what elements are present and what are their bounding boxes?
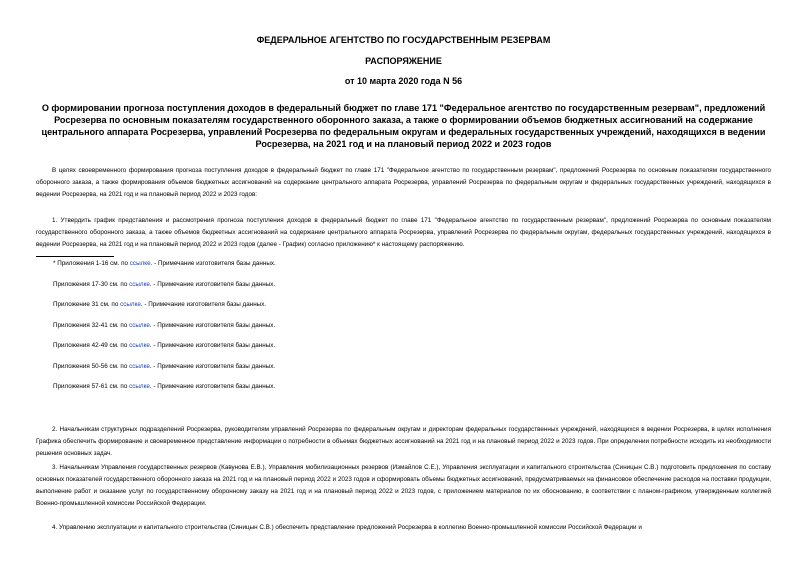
paragraph-4 — [36, 522, 771, 534]
document-date: от 10 марта 2020 года N 56 — [344, 76, 463, 86]
footnote-item: Приложения 42-49 см. по ссылке. - Примечание изготовителя базы данных. — [53, 342, 276, 349]
title-line: Росрезерва, на 2021 год и на плановый период 2022 и 2023 годов — [255, 139, 552, 149]
document-title — [36, 102, 771, 150]
intro-paragraph — [36, 165, 771, 201]
appendix-link[interactable]: ссылке — [129, 260, 151, 267]
footnote-item: Приложения 17-30 см. по ссылке. - Примечание изготовителя базы данных. — [53, 281, 276, 288]
title-line: О формировании прогноза поступления доходов в федеральный бюджет по главе 171 "Федеральное агентство по государственным резервам", предложений — [41, 103, 766, 113]
appendix-link[interactable]: ссылке — [129, 281, 150, 288]
footnote-item: * Приложения 1-16 см. по ссылке. - Примечание изготовителя базы данных. — [53, 260, 276, 267]
footnote-item: Приложение 31 см. по ссылке. - Примечание изготовителя базы данных. — [53, 301, 267, 308]
paragraph-3-text: 3. Начальникам Управления государственных резервов (Кавунова Е.В.), Управления мобилизационных резервов (Измайлов С.Е.), Управления эксплуатации и капитального строительства (Синицын С.В.) подготовить предложения по составу основных показателей государственного оборонного заказа на 2021 год и на плановый период 2022 и 2023 годов и сформировать объемы бюджетных ассигнований, предусматриваемых на финансовое обеспечение расходов на поставки продукции, выполнение работ и оказание услуг по государственному оборонному заказу на 2021 год и на плановый период 2022 и 2023 годов, с приложением материалов по их обоснованию, в соответствии с планом-графиком, утвержденным коллегией Военно-промышленной комиссии Российской Федерации. — [36, 464, 771, 507]
footnote-item: Приложения 57-61 см. по ссылке. - Примечание изготовителя базы данных. — [53, 383, 276, 390]
appendix-link[interactable]: ссылке — [129, 383, 150, 390]
appendix-link[interactable]: ссылке — [129, 342, 150, 349]
paragraph-3 — [36, 462, 771, 510]
paragraph-4-text: 4. Управлению эксплуатации и капитального строительства (Синицын С.В.) обеспечить представление предложений Росрезерва в коллегию Военно-промышленной комиссии Российской Федерации и — [52, 524, 642, 531]
paragraph-2 — [36, 424, 771, 460]
title-line: Росрезерва по основным показателям государственного оборонного заказа, а также о формировании объемов бюджетных ассигнований на содержание — [54, 115, 753, 125]
document-type: РАСПОРЯЖЕНИЕ — [365, 56, 442, 66]
footnote-divider — [36, 256, 114, 257]
paragraph-1-text: 1. Утвердить график представления и рассмотрения прогноза поступления доходов в федеральный бюджет по главе 171 "Федеральное агентство по государственным резервам", предложений Росрезерва по основным показателям государственного оборонного заказа, а также объемов бюджетных ассигнований на содержание центрального аппарата Росрезерва, управлений Росрезерва по федеральным округам, федеральных государственных учреждений, находящихся в ведении Росрезерва, на 2021 год и на плановый период 2022 и 2023 годов (далее - График) согласно приложению* к настоящему распоряжению. — [36, 217, 771, 248]
footnote-item: Приложения 32-41 см. по ссылке. - Примечание изготовителя базы данных. — [53, 322, 276, 329]
title-line: центрального аппарата Росрезерва, управлений Росрезерва по федеральным округам и федеральных государственных учреждений, находящихся в ведении — [41, 127, 766, 137]
appendix-link[interactable]: ссылке — [129, 322, 150, 329]
appendix-link[interactable]: ссылке — [120, 301, 141, 308]
paragraph-1 — [36, 215, 771, 251]
paragraph-2-text: 2. Начальникам структурных подразделений Росрезерва, руководителям управлений Росрезерва по федеральным округам и директорам федеральных государственных учреждений, находящихся в ведении Росрезерва, в целях исполнения Графика обеспечить формирование и своевременное представление информации о потребности в объемах бюджетных ассигнований на 2021 год и на плановый период 2022 и 2023 годов. При определении потребности исходить из необходимости решения основных задач. — [36, 426, 771, 457]
appendix-link[interactable]: ссылке — [129, 363, 150, 370]
footnote-item: Приложения 50-56 см. по ссылке. - Примечание изготовителя базы данных. — [53, 363, 276, 370]
agency-name: ФЕДЕРАЛЬНОЕ АГЕНТСТВО ПО ГОСУДАРСТВЕННЫМ РЕЗЕРВАМ — [256, 35, 551, 45]
intro-text: В целях своевременного формирования прогноза поступления доходов в федеральный бюджет по главе 171 "Федеральное агентство по государственным резервам", предложений Росрезерва по основным показателям государственного оборонного заказа, а также формирования объемов бюджетных ассигнований на содержание центрального аппарата Росрезерва, управлений Росрезерва по федеральным округам и федеральных государственных учреждений, находящихся в ведении Росрезерва, на 2021 год и на плановый период 2022 и 2023 годов: — [36, 167, 771, 198]
